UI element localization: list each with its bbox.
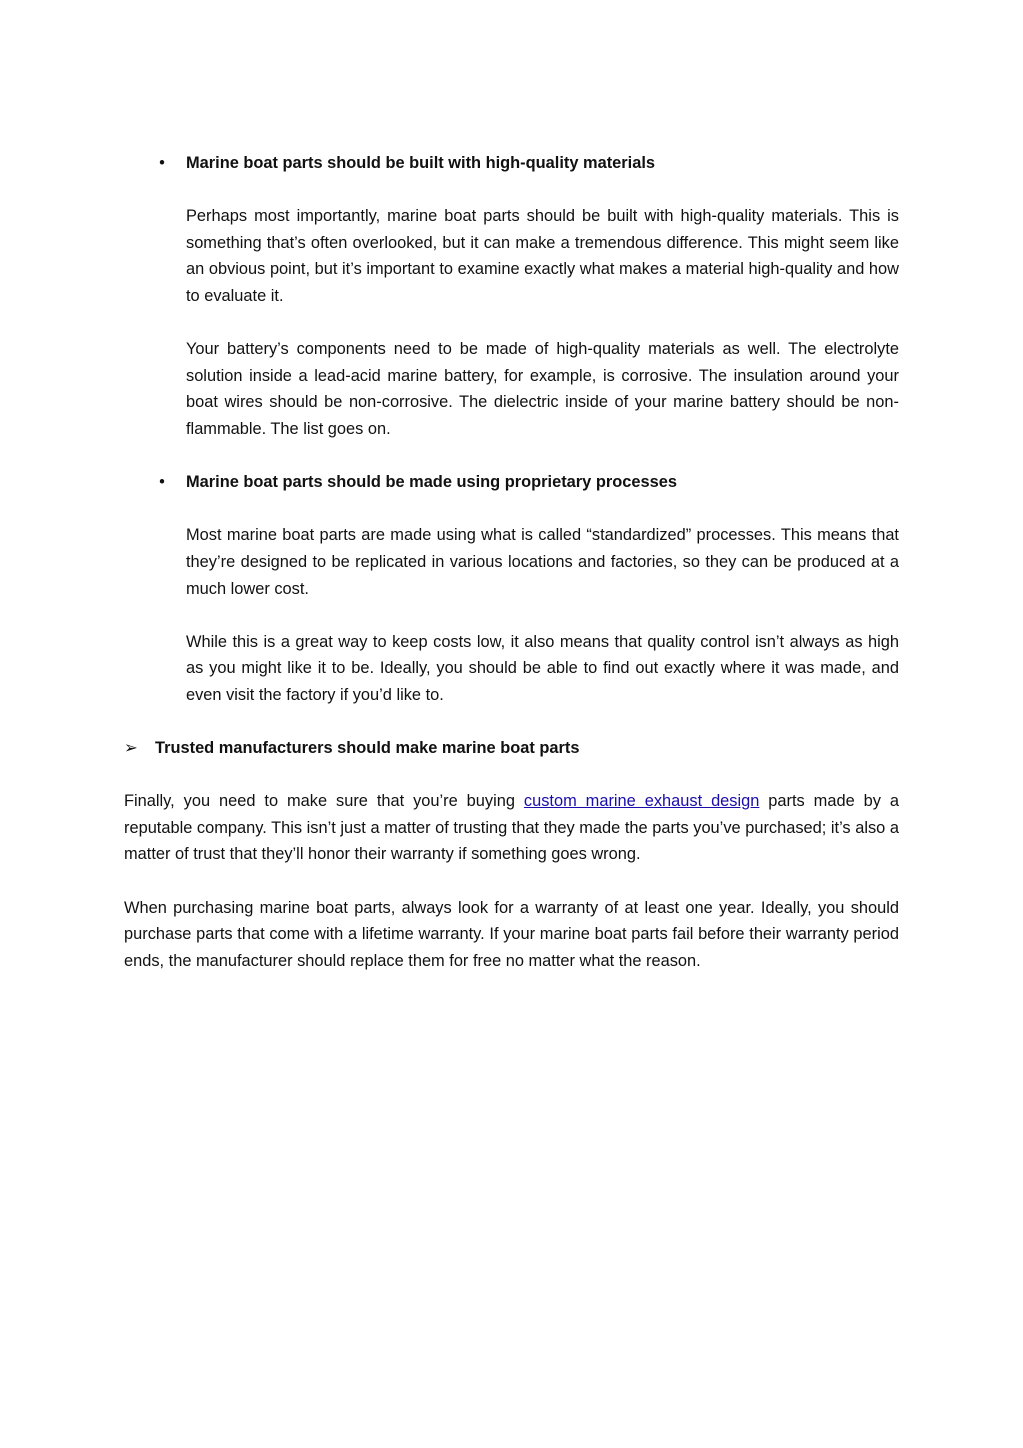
arrow-heading-text: Trusted manufacturers should make marine boat parts	[155, 739, 580, 758]
document-page	[124, 150, 899, 974]
arrow-bullet-icon: ➢	[124, 739, 138, 758]
final-paragraph-start: Finally, you need to make sure that you’re buying	[124, 792, 524, 811]
section-heading	[159, 150, 899, 177]
custom-marine-exhaust-link[interactable]: custom marine exhaust design	[523, 792, 760, 811]
section-heading	[159, 469, 899, 496]
section-heading-text: Marine boat parts should be made using proprietary processes	[186, 473, 677, 492]
bullet-icon: •	[159, 473, 165, 492]
body-paragraph: Most marine boat parts are made using what is called “standardized” processes. This means that they’re designed to be replicated in various locations and factories, so they can be produced at a much lower cost.	[186, 526, 899, 598]
body-paragraph: Perhaps most importantly, marine boat parts should be built with high-quality materials. This is something that’s often overlooked, but it can make a tremendous difference. This might seem like an obvious point, but it’s important to examine exactly what makes a material high-quality and how to evaluate it.	[186, 207, 899, 305]
section-heading-text: Marine boat parts should be built with high-quality materials	[186, 154, 655, 172]
closing-paragraph: When purchasing marine boat parts, always look for a warranty of at least one year. Ideally, you should purchase parts that come with a lifetime warranty. If your marine boat parts fail before their warranty period ends, the manufacturer should replace them for free no matter what the reason.	[124, 898, 899, 970]
final-paragraph-end: parts made by a reputable company. This isn’t just a matter of trusting that they made the parts you’ve purchased; it’s also a matter of trust that they’ll honor their warranty if something goes wrong.	[124, 792, 899, 864]
body-paragraph: Your battery’s components need to be made of high-quality materials as well. The electrolyte solution inside a lead-acid marine battery, for example, is corrosive. The insulation around your boat wires should be non-corrosive. The dielectric inside of your marine battery should be non-flammable. The list goes on.	[186, 340, 899, 438]
bullet-icon: •	[159, 154, 165, 172]
body-paragraph: While this is a great way to keep costs low, it also means that quality control isn’t always as high as you might like it to be. Ideally, you should be able to find out exactly where it was made, and even visit the factory if you’d like to.	[186, 632, 899, 704]
arrow-heading	[124, 735, 899, 762]
final-paragraph	[124, 788, 899, 868]
